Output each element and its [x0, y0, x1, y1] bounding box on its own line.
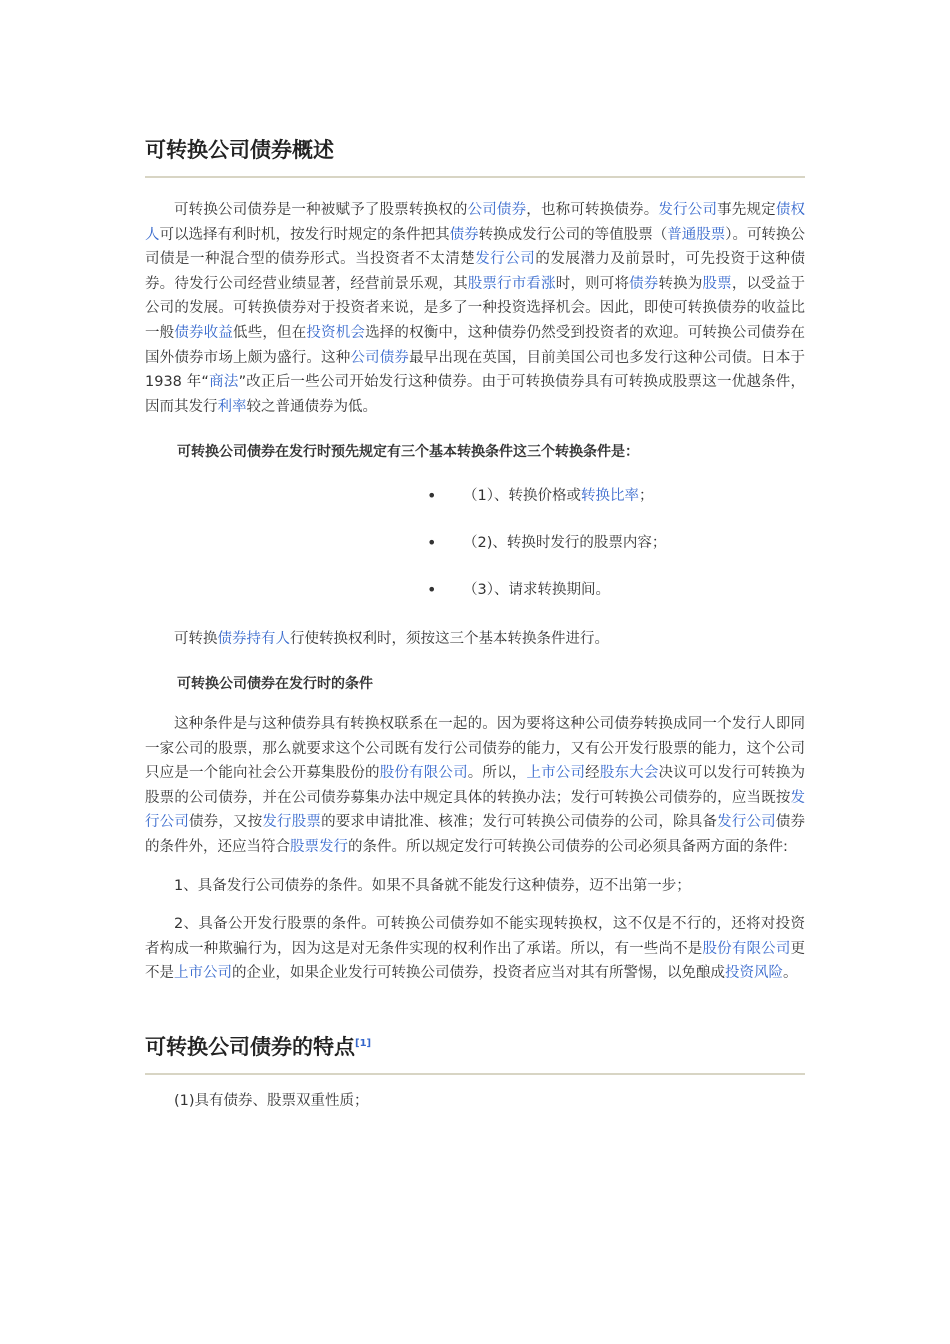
- inline-link[interactable]: 普通股票: [667, 226, 726, 243]
- inline-link[interactable]: 股东大会: [599, 765, 659, 782]
- condition-two-paragraph: [145, 912, 805, 986]
- text-run: 可转换公司债券是一种被赋予了股票转换权的: [174, 202, 468, 218]
- inline-link[interactable]: 股票发行: [290, 838, 348, 855]
- text-run: ）。可转换公司债是一种混合型的债券形式。当投资者不太清楚: [145, 226, 806, 268]
- overview-paragraph: [145, 198, 805, 419]
- issue-conditions-heading: 可转换公司债券在发行时的条件: [177, 675, 373, 692]
- text-run: 1、具备发行公司债券的条件。如果不具备就不能发行这种债券，迈不出第一步；: [174, 877, 691, 894]
- text-run: 经: [585, 765, 600, 782]
- text-run: 时，则可将: [555, 275, 630, 292]
- inline-link[interactable]: 公司债券: [467, 202, 527, 218]
- text-run: 可转换: [174, 631, 218, 648]
- inline-link[interactable]: 商法: [208, 374, 239, 391]
- inline-link[interactable]: 利率: [217, 398, 247, 415]
- inline-link[interactable]: 投资风险: [725, 965, 783, 982]
- reference-link[interactable]: [1]: [355, 1037, 372, 1049]
- inline-link[interactable]: 股份有限公司: [379, 765, 468, 782]
- inline-link[interactable]: 股票行市看涨: [467, 275, 556, 292]
- inline-link[interactable]: 发行公司: [658, 202, 718, 218]
- condition-one-paragraph: [145, 874, 805, 899]
- text-run: 。所以，: [467, 765, 527, 782]
- inline-link[interactable]: 债券收益: [174, 324, 234, 341]
- text-run: ；: [638, 488, 654, 505]
- text-run: 债券的条件外，还应当符合: [145, 814, 806, 855]
- text-run: 选择的权衡中，这种债券仍然受到投资者的欢迎。可转换公司债券在国外债券市场上颇为盛行。这种: [145, 324, 806, 366]
- text-run: (1)具有债券、股票双重性质；: [174, 1092, 369, 1109]
- bullet-icon: •: [427, 486, 437, 506]
- text-run: 2、具备公开发行股票的条件。可转换公司债券如不能实现转换权，这不仅是不行的，还将对投资者构成一种欺骗行为，因为这是对无条件实现的权利作出了承诺。所以，有一些尚不是: [145, 916, 805, 957]
- text-run: 的要求申请批准、核准；发行可转换公司债券的公司，除具备: [321, 814, 718, 831]
- bullet-icon: •: [427, 533, 437, 553]
- text-run: ，也称可转换债券。: [526, 202, 659, 218]
- inline-link[interactable]: 债券: [449, 226, 479, 243]
- feature-paragraph: [145, 1089, 805, 1114]
- text-run: 较之普通债券为低。: [246, 398, 377, 415]
- text-run: 更不是: [145, 940, 806, 982]
- text-run: 转换为: [658, 275, 703, 292]
- list-item: [145, 531, 805, 578]
- text-run: 最早出现在英国，目前美国公司也多发行这种公司债。日本于 1938 年“: [145, 349, 806, 391]
- conditions-list: [145, 484, 805, 625]
- inline-link[interactable]: 上市公司: [526, 765, 586, 782]
- text-run: 行使转换权利时，须按这三个基本转换条件进行。: [290, 631, 609, 648]
- list-item: [145, 484, 805, 531]
- section-title-overview: 可转换公司债券概述: [145, 138, 334, 162]
- holder-paragraph: [145, 627, 805, 652]
- text-run: 的条件。所以规定发行可转换公司债券的公司必须具备两方面的条件:: [348, 838, 788, 855]
- conditions-heading: 可转换公司债券在发行时预先规定有三个基本转换条件这三个转换条件是：: [177, 444, 639, 461]
- text-run: 的发展潜力及前景时，可先投资于这种债券。待发行公司经营业绩显著，经营前景乐观，其: [145, 251, 806, 292]
- bullet-icon: •: [427, 580, 437, 600]
- text-run: 可以选择有利时机，按发行时规定的条件把其: [159, 226, 450, 243]
- text-run: ，以受益于公司的发展。可转换债券对于投资者来说，是多了一种投资选择机会。因此，即使可转换债券的收益比一般: [145, 275, 806, 341]
- inline-link[interactable]: 发行公司: [145, 789, 805, 831]
- inline-link[interactable]: 上市公司: [174, 965, 232, 982]
- inline-link[interactable]: 债券持有人: [217, 631, 290, 648]
- inline-link[interactable]: 发行公司: [717, 814, 776, 831]
- inline-link[interactable]: 债券: [629, 275, 659, 292]
- text-run: 债券，又按: [189, 814, 263, 831]
- section-title-features: 可转换公司债券的特点[1]: [145, 1034, 372, 1059]
- text-run: 的企业，如果企业发行可转换公司债券，投资者应当对其有所警惕，以免酿成: [232, 965, 725, 982]
- inline-link[interactable]: 债权人: [145, 202, 806, 243]
- text-run: 决议可以发行可转换为股票的公司债券，并在公司债券募集办法中规定具体的转换办法；发行可转换公司债券的，应当既按: [145, 765, 806, 806]
- list-item: [145, 578, 805, 625]
- issue-conditions-paragraph: [145, 712, 805, 860]
- text-run: （1）、转换价格或: [463, 488, 581, 505]
- text-run: 事先规定: [717, 202, 776, 218]
- inline-link[interactable]: 公司债券: [350, 349, 410, 366]
- text-run: （2)、转换时发行的股票内容；: [463, 535, 667, 552]
- inline-link[interactable]: 投资机会: [306, 324, 366, 341]
- text-run: 低些，但在: [233, 324, 307, 341]
- inline-link[interactable]: 发行股票: [262, 814, 322, 831]
- article: [145, 130, 805, 1113]
- inline-link[interactable]: 股票: [702, 275, 732, 292]
- text-run: 。: [783, 965, 798, 982]
- text-run: ”改正后一些公司开始发行这种债券。由于可转换债券具有可转换成股票这一优越条件，因而其发行: [145, 374, 805, 415]
- inline-link[interactable]: 股份有限公司: [702, 940, 791, 957]
- inline-link[interactable]: 转换比率: [580, 488, 639, 505]
- text-run: 转换成发行公司的等值股票（: [478, 226, 668, 243]
- text-run: 这种条件是与这种债券具有转换权联系在一起的。因为要将这种公司债券转换成同一个发行人即同一家公司的股票，那么就要求这个公司既有发行公司债券的能力，又有公开发行股票的能力，这个公司只应是一个能向社会公开募集股份的: [145, 715, 805, 782]
- text-run: （3）、请求转换期间。: [463, 582, 610, 599]
- inline-link[interactable]: 发行公司: [475, 251, 536, 268]
